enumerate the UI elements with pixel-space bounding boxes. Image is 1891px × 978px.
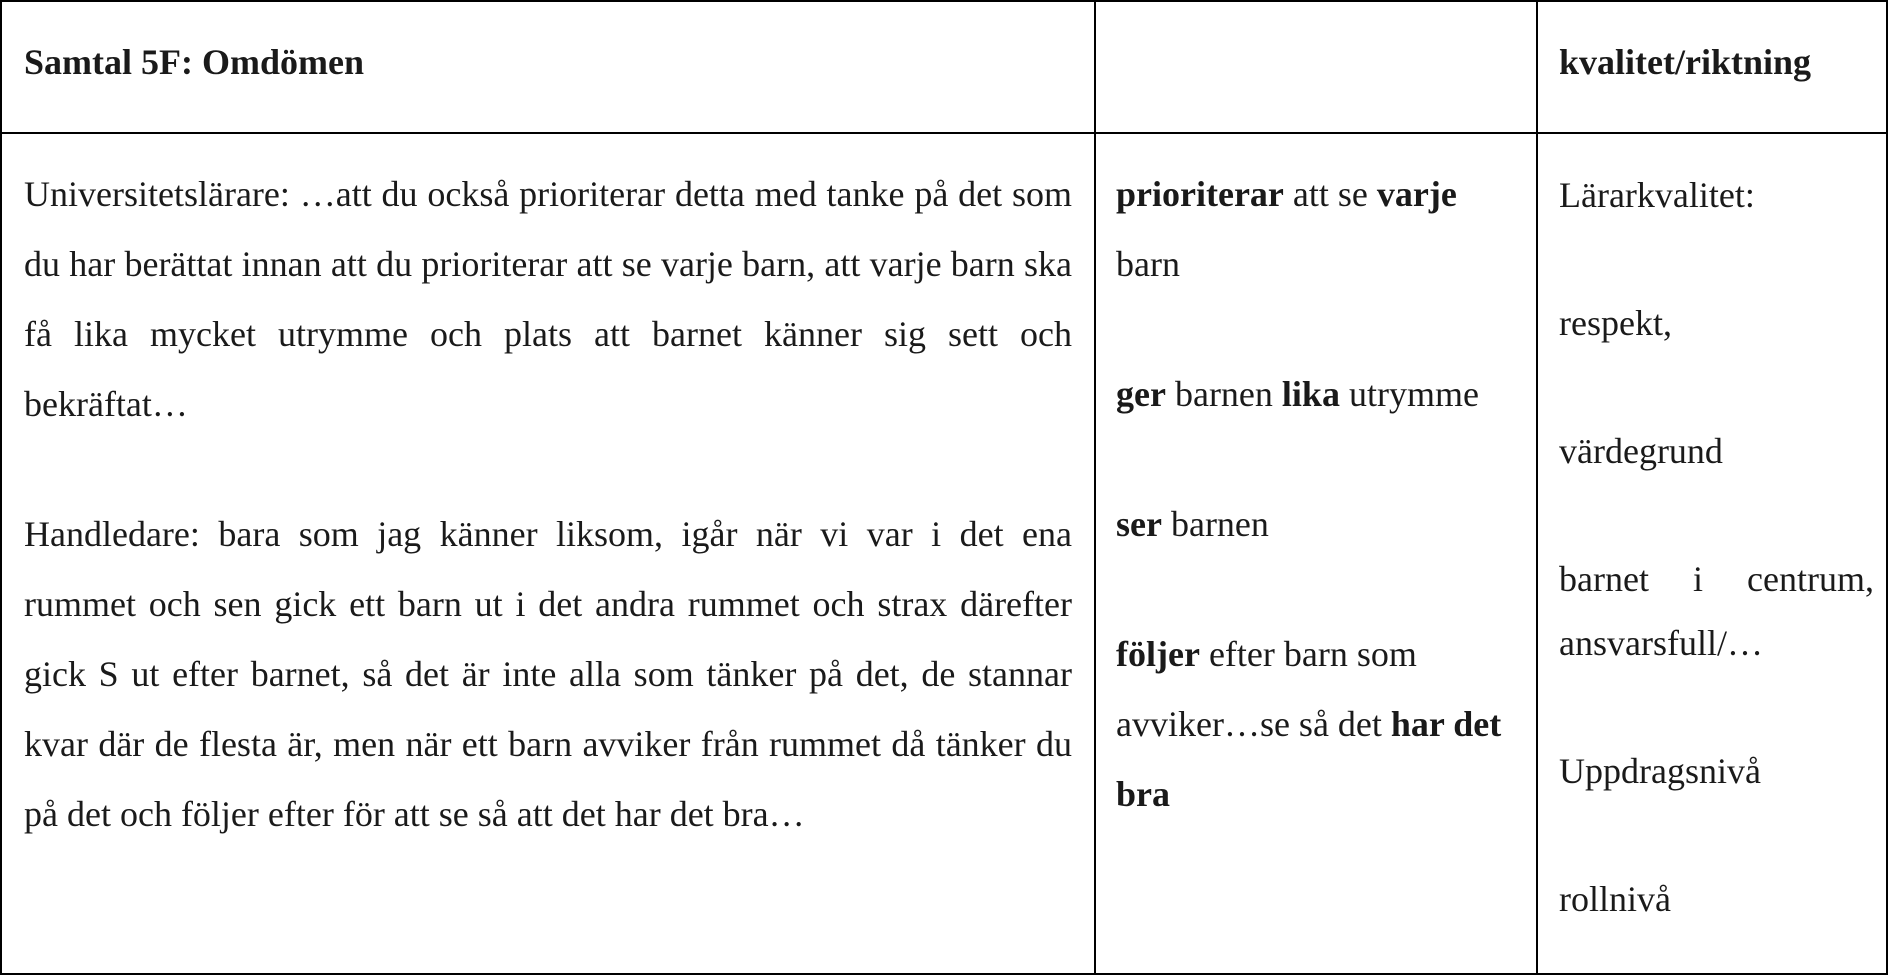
phrase-sees (1116, 489, 1516, 559)
supervisor-utterance: Handledare: bara som jag känner liksom, igår när vi var i det ena rummet och sen gick ett barn ut i det andra rummet och strax därefter gick S ut efter barnet, så det är inte alla som tänker på det, de stannar kvar där de flesta är, men när ett barn avviker från rummet då tänker du på det och följer efter för att se så att det har det bra… (24, 514, 1072, 834)
phrase-bold: lika (1281, 374, 1340, 414)
quality-teacher-quality: Lärarkvalitet: (1559, 175, 1755, 215)
phrase-bold: ger (1116, 374, 1166, 414)
phrase-text: barnen (1165, 374, 1282, 414)
quality-responsible: ansvarsfull/… (1559, 623, 1763, 663)
quality-mission-level: Uppdragsnivå (1559, 751, 1761, 791)
phrase-bold: prioriterar (1116, 174, 1284, 214)
phrase-text: utrymme (1339, 374, 1479, 414)
quality-value-base: värdegrund (1559, 431, 1723, 471)
phrase-bold: varje (1376, 174, 1457, 214)
key-phrases (1116, 159, 1516, 829)
phrase-follows (1116, 619, 1516, 829)
column-divider-2 (1536, 2, 1538, 973)
phrase-gives (1116, 359, 1516, 429)
phrase-text: barn (1116, 244, 1180, 284)
quality-list (1559, 163, 1874, 931)
phrase-bold: ser (1116, 504, 1162, 544)
header-quality-direction: kvalitet/riktning (1559, 42, 1812, 82)
phrase-text: efter barn som avviker…se så det (1116, 634, 1417, 744)
phrase-bold: har det bra (1116, 704, 1502, 814)
phrase-bold: följer (1116, 634, 1200, 674)
quality-respect: respekt, (1559, 303, 1672, 343)
quality-role-level: rollnivå (1559, 879, 1671, 919)
phrase-text: att se (1283, 174, 1377, 214)
quality-child-centered-group (1559, 547, 1874, 675)
phrase-prioritizes (1116, 159, 1516, 299)
teacher-utterance: Universitetslärare: …att du också prioriterar detta med tanke på det som du har berättat innan att du prioriterar att se varje barn, att varje barn ska få lika mycket utrymme och plats att barnet känner sig sett och bekräftat… (24, 174, 1072, 424)
header-title: Samtal 5F: Omdömen (24, 42, 364, 82)
header-divider (2, 132, 1886, 134)
quality-child-centered: barnet i centrum, (1559, 559, 1874, 599)
dialogue-excerpt (24, 159, 1072, 849)
column-divider-1 (1094, 2, 1096, 973)
phrase-text: barnen (1161, 504, 1269, 544)
